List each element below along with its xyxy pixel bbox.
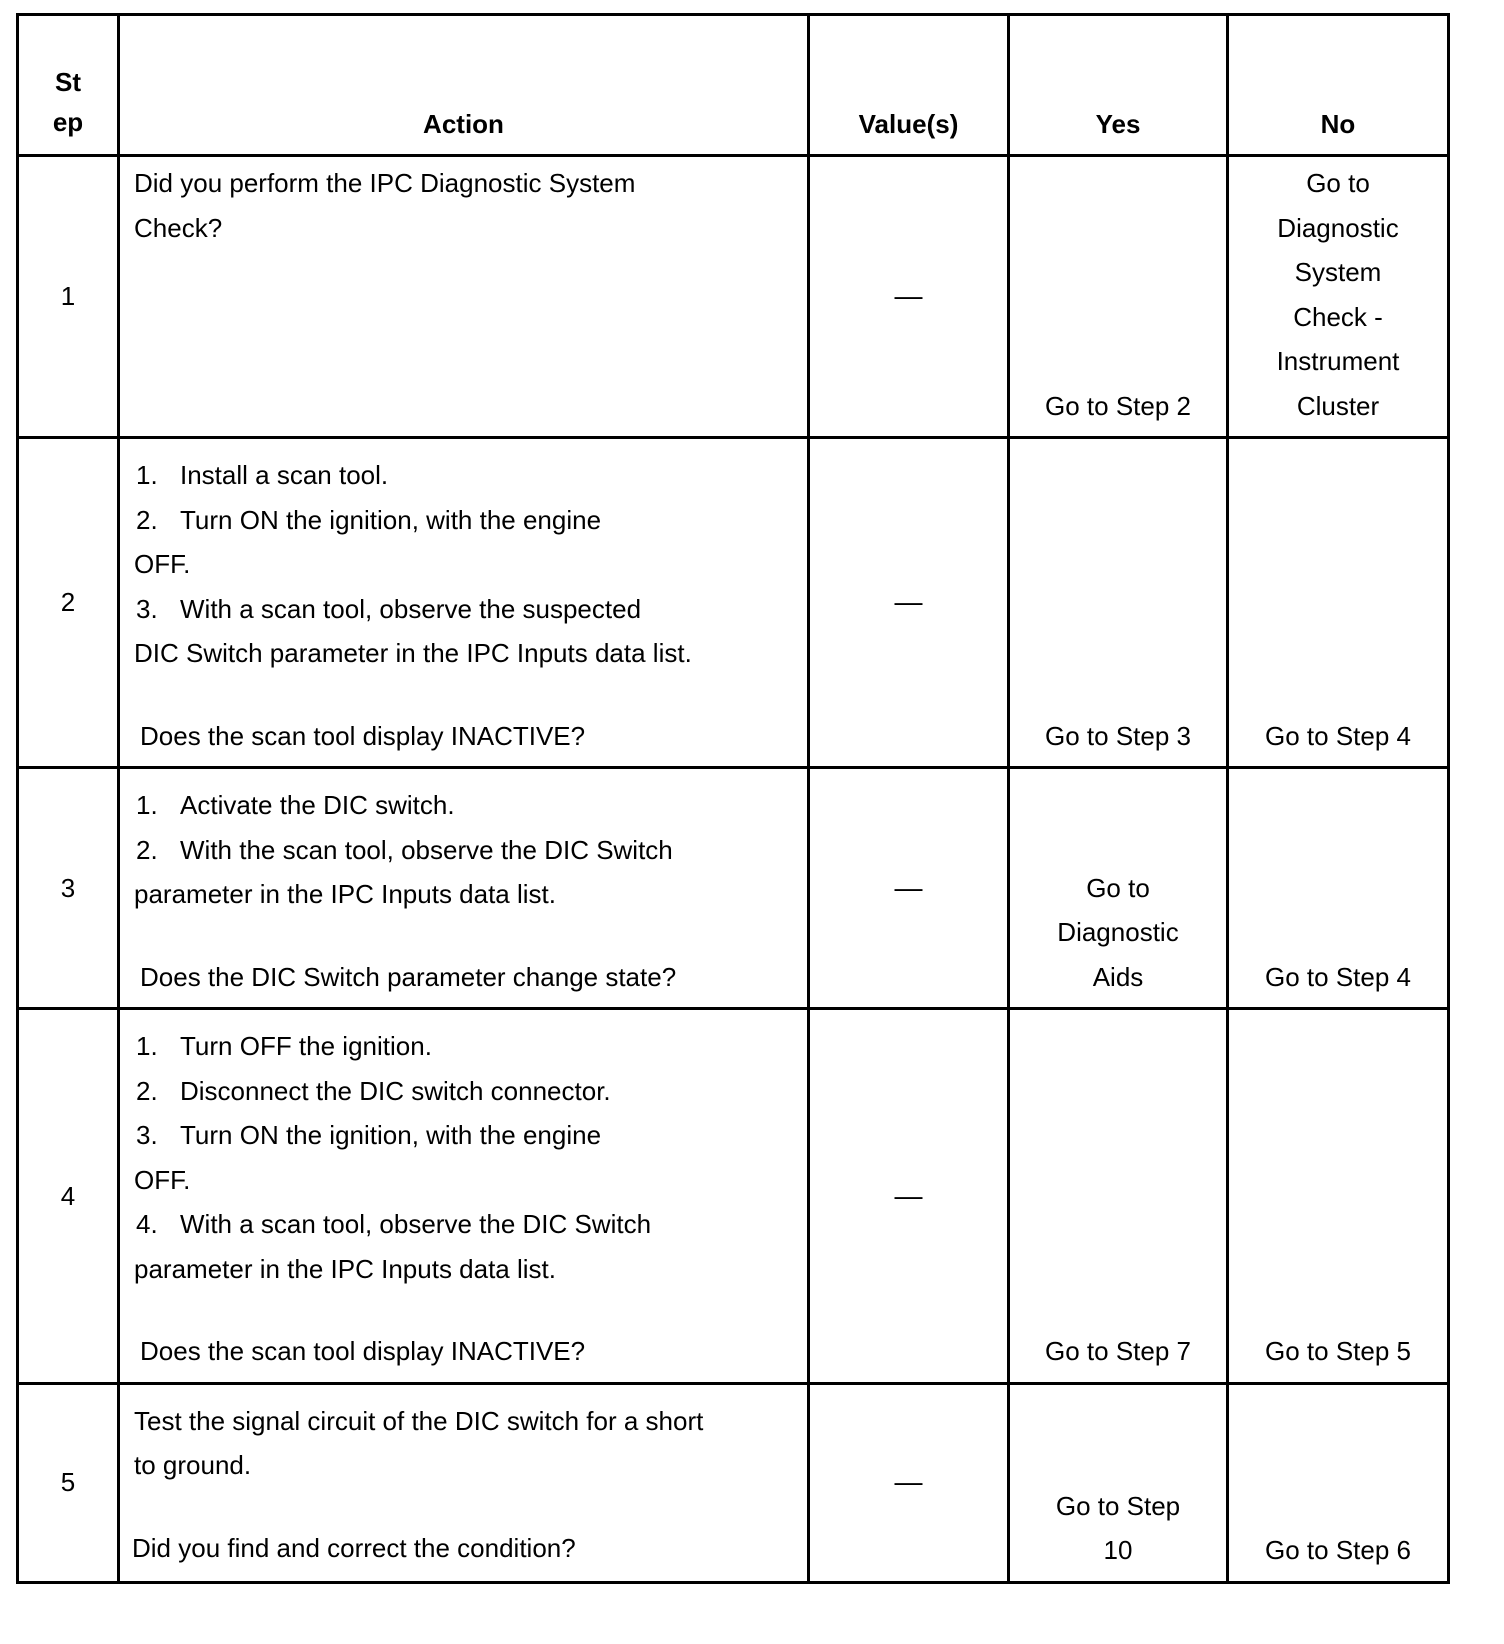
item-text: Disconnect the DIC switch connector. xyxy=(180,1075,611,1106)
action-line: Did you perform the IPC Diagnostic System xyxy=(134,168,636,198)
header-step xyxy=(18,15,119,156)
item-number: 1. xyxy=(136,1031,158,1061)
no-line: Cluster xyxy=(1296,390,1380,421)
no-line: Go to xyxy=(1306,168,1370,198)
item-text: Install a scan tool. xyxy=(180,460,389,490)
action-continuation: parameter in the IPC Inputs data list. xyxy=(134,1253,556,1284)
no-cell xyxy=(1228,156,1449,438)
yes-line: Go to xyxy=(1086,872,1150,903)
value-cell: — xyxy=(809,1383,1009,1582)
item-number: 2. xyxy=(136,504,158,535)
step-number: 3 xyxy=(18,768,119,1009)
action-item xyxy=(134,587,795,632)
item-number: 2. xyxy=(136,834,158,865)
item-number: 1. xyxy=(136,790,158,820)
yes-cell xyxy=(1009,768,1228,1009)
table-row xyxy=(18,768,1449,1009)
no-line: System xyxy=(1294,257,1382,287)
item-text: With a scan tool, observe the DIC Switch xyxy=(180,1209,652,1239)
action-item xyxy=(134,1069,795,1114)
table-row xyxy=(18,1383,1449,1582)
action-item xyxy=(134,1113,795,1158)
item-number: 1. xyxy=(136,460,158,490)
action-question: Does the scan tool display INACTIVE? xyxy=(140,720,586,751)
action-cell xyxy=(119,768,809,1009)
item-number: 3. xyxy=(136,1120,158,1150)
item-text: With a scan tool, observe the suspected xyxy=(180,593,642,624)
action-continuation: parameter in the IPC Inputs data list. xyxy=(134,879,556,909)
action-item xyxy=(134,828,795,873)
action-continuation: DIC Switch parameter in the IPC Inputs data list. xyxy=(134,638,692,668)
step-number: 4 xyxy=(18,1009,119,1384)
value-cell: — xyxy=(809,438,1009,768)
action-continuation: OFF. xyxy=(134,549,191,579)
header-no: No xyxy=(1228,15,1449,156)
yes-line: 10 xyxy=(1103,1535,1133,1565)
yes-cell xyxy=(1009,1383,1228,1582)
no-cell: Go to Step 6 xyxy=(1228,1383,1449,1582)
value-cell: — xyxy=(809,156,1009,438)
item-text: Activate the DIC switch. xyxy=(180,790,455,820)
header-yes: Yes xyxy=(1009,15,1228,156)
action-item xyxy=(134,453,795,498)
header-step-line2: ep xyxy=(52,107,84,137)
header-row xyxy=(18,15,1449,156)
no-line: Diagnostic xyxy=(1277,212,1399,243)
item-number: 2. xyxy=(136,1075,158,1106)
no-cell: Go to Step 4 xyxy=(1228,438,1449,768)
action-question: Does the DIC Switch parameter change state? xyxy=(140,961,677,992)
action-continuation: OFF. xyxy=(134,1164,191,1195)
table-row xyxy=(18,156,1449,438)
action-question: Did you find and correct the condition? xyxy=(132,1532,576,1563)
action-cell xyxy=(119,438,809,768)
diagnostic-table xyxy=(16,13,1450,1584)
yes-cell: Go to Step 3 xyxy=(1009,438,1228,768)
yes-line: Go to Step xyxy=(1055,1490,1181,1521)
action-question: Does the scan tool display INACTIVE? xyxy=(140,1336,586,1366)
action-item xyxy=(134,498,795,543)
action-cell xyxy=(119,156,809,438)
value-cell: — xyxy=(809,1009,1009,1384)
action-item xyxy=(134,783,795,828)
action-line: Check? xyxy=(134,212,223,243)
action-cell xyxy=(119,1383,809,1582)
no-line: Check - xyxy=(1293,301,1383,332)
step-number: 1 xyxy=(18,156,119,438)
action-item xyxy=(134,1202,795,1247)
item-text: Turn OFF the ignition. xyxy=(180,1031,432,1061)
no-cell: Go to Step 4 xyxy=(1228,768,1449,1009)
table-row xyxy=(18,1009,1449,1384)
value-cell: — xyxy=(809,768,1009,1009)
step-number: 5 xyxy=(18,1383,119,1582)
item-number: 3. xyxy=(136,593,158,624)
yes-cell: Go to Step 2 xyxy=(1009,156,1228,438)
no-line: Instrument xyxy=(1276,346,1400,376)
yes-cell: Go to Step 7 xyxy=(1009,1009,1228,1384)
yes-line: Aids xyxy=(1092,961,1144,992)
action-item xyxy=(134,1024,795,1069)
item-text: Turn ON the ignition, with the engine xyxy=(180,1120,602,1150)
header-values: Value(s) xyxy=(809,15,1009,156)
item-text: With the scan tool, observe the DIC Switch xyxy=(180,834,673,865)
action-cell xyxy=(119,1009,809,1384)
action-line: Test the signal circuit of the DIC switch for a short xyxy=(134,1405,704,1436)
no-cell: Go to Step 5 xyxy=(1228,1009,1449,1384)
item-text: Turn ON the ignition, with the engine xyxy=(180,504,602,535)
action-line: to ground. xyxy=(134,1450,252,1480)
table-row xyxy=(18,438,1449,768)
yes-line: Diagnostic xyxy=(1057,917,1179,947)
header-action: Action xyxy=(119,15,809,156)
item-number: 4. xyxy=(136,1209,158,1239)
step-number: 2 xyxy=(18,438,119,768)
header-step-line1: St xyxy=(55,67,81,97)
